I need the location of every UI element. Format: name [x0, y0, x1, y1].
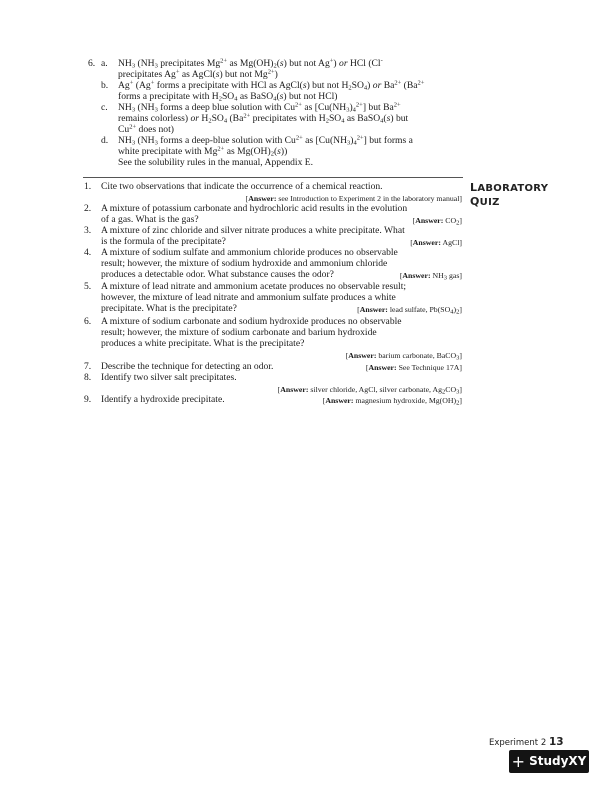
quiz-question-text: A mixture of zinc chloride and silver nitrate produces a white precipitate. What [101, 225, 405, 236]
quiz-question-text: Identify a hydroxide precipitate. [101, 394, 225, 405]
studyxy-badge[interactable] [509, 750, 589, 773]
plus-icon: + [511, 752, 526, 771]
quiz-question-number: 9. [84, 394, 92, 405]
quiz-question-number: 4. [84, 247, 92, 258]
quiz-question-text: A mixture of lead nitrate and ammonium acetate produces no observable result; [101, 281, 407, 292]
answer-a-line-1: $NH_3$ ($NH_3$ precipitates $Mg^{2+}$ as $Mg(OH)_2(s)$ but not Ag+) or HCl (Cl- [118, 57, 383, 70]
answer-c-line-2: remains colorless) or $H_2SO_4$ ($Ba^{2+}$ precipitates with $H_2SO_4$ as BaSO$_4$(s) but [118, 112, 409, 125]
laboratory-quiz-heading: LABORATORY QUIZ [470, 181, 549, 208]
page-number: 13 [548, 736, 564, 748]
answer-number: 6. [88, 58, 96, 69]
answer-a-line-2: precipitates Ag+ as AgCl(s) but not $Mg^{2+}$) [118, 68, 278, 80]
section-divider [83, 177, 463, 178]
quiz-question-number: 1. [84, 181, 92, 192]
quiz-question-text: A mixture of potassium carbonate and hydrochloric acid results in the evolution [101, 203, 408, 214]
quiz-question-text: Describe the technique for detecting an odor. [101, 361, 274, 372]
answer-d-line-1: $NH_3$ ($NH_3$ forms a deep-blue solution with $Cu^{2+}$ as $[Cu(NH_3)_4^{2+}]$ but forms a [118, 134, 413, 147]
quiz-question-number: 7. [84, 361, 92, 372]
quiz-answer: [Answer: see Introduction to Experiment 2 in the laboratory manual] [245, 194, 462, 203]
quiz-question-text: Identify two silver salt precipitates. [101, 372, 237, 383]
quiz-question-text: is the formula of the precipitate? [101, 236, 226, 247]
quiz-question-text: result; however, the mixture of sodium carbonate and barium hydroxide [101, 327, 377, 338]
answer-c-line-1: $NH_3$ ($NH_3$ forms a deep blue solution with $Cu^{2+}$ as $[Cu(NH_3)_4^{2+}]$ but $Ba^{2+}$ [118, 101, 401, 114]
solubility-note: See the solubility rules in the manual, Appendix E. [118, 157, 314, 168]
quiz-question-text: however, the mixture of lead nitrate and ammonium sulfate produces a white [101, 292, 396, 303]
quiz-answer: [Answer: See Technique 17A] [365, 363, 462, 372]
quiz-answer: [Answer: AgCl] [410, 238, 462, 247]
quiz-answer: [Answer: silver chloride, AgCl, silver carbonate, $Ag_2CO_3$] [277, 385, 462, 396]
quiz-question-text: produces a detectable odor. What substance causes the odor? [101, 269, 334, 280]
quiz-answer: [Answer: magnesium hydroxide, $Mg(OH)_2$] [322, 396, 462, 407]
answer-letter-d: d. [101, 135, 109, 146]
answer-letter-a: a. [101, 58, 108, 69]
quiz-answer: [Answer: $NH_3$ gas] [399, 271, 462, 282]
quiz-question-text: A mixture of sodium carbonate and sodium hydroxide produces no observable [101, 316, 402, 327]
quiz-answer: [Answer: lead sulfate, $Pb(SO_4)_2$] [357, 305, 462, 316]
answer-b-line-1: Ag+ (Ag+ forms a precipitate with HCl as AgCl(s) but not $H_2SO_4$) or $Ba^{2+}$ ($Ba^{2+}$ [118, 79, 425, 92]
quiz-answer: [Answer: barium carbonate, BaCO$_3$] [345, 351, 462, 362]
answer-letter-c: c. [101, 102, 108, 113]
quiz-question-text: result; however, the mixture of sodium hydroxide and ammonium chloride [101, 258, 388, 269]
quiz-question-text: of a gas. What is the gas? [101, 214, 199, 225]
experiment-label: Experiment 2 [489, 738, 547, 748]
answer-c-line-3: $Cu^{2+}$ does not) [118, 123, 174, 135]
quiz-answer: [Answer: $CO_2$] [412, 216, 462, 227]
quiz-question-text: precipitate. What is the precipitate? [101, 303, 237, 314]
quiz-question-number: 5. [84, 281, 92, 292]
quiz-question-number: 6. [84, 316, 92, 327]
quiz-question-number: 3. [84, 225, 92, 236]
page-footer [489, 737, 564, 749]
studyxy-label: StudyXY [529, 754, 587, 768]
answer-b-line-2: forms a precipitate with $H_2SO_4$ as BaSO$_4$(s) but not HCl) [118, 91, 338, 103]
quiz-question-number: 8. [84, 372, 92, 383]
quiz-question-text: A mixture of sodium sulfate and ammonium chloride produces no observable [101, 247, 398, 258]
answer-letter-b: b. [101, 80, 109, 91]
quiz-question-number: 2. [84, 203, 92, 214]
quiz-question-text: Cite two observations that indicate the occurrence of a chemical reaction. [101, 181, 383, 192]
answer-d-line-2: white precipitate with $Mg^{2+}$ as $Mg(OH)_2(s)$) [118, 145, 288, 158]
quiz-question-text: produces a white precipitate. What is the precipitate? [101, 338, 305, 349]
